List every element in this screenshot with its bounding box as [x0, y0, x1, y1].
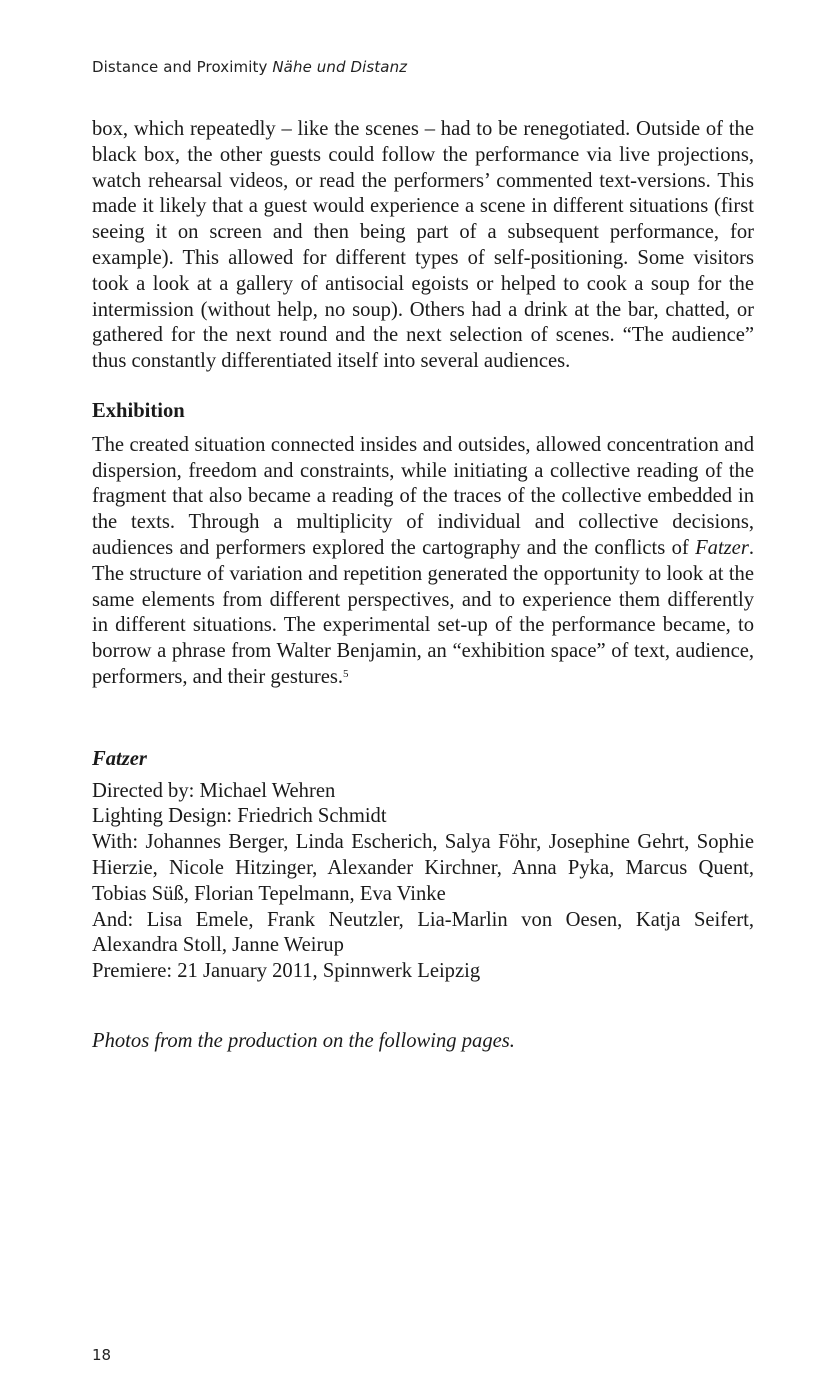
page-body [92, 117, 754, 1055]
running-head [92, 58, 407, 76]
work-title-fatzer: Fatzer [695, 536, 749, 559]
footnote-marker: 5 [343, 667, 349, 680]
credits-title: Fatzer [92, 747, 147, 770]
body-paragraph-1: box, which repeatedly – like the scenes – had to be renegotiated. Outside of the black box, the other guests could follow the performance via live projections, watch rehearsal videos, or read the performers’ commented text-versions. This made it likely that a guest would experience a scene in different situations (first seeing it on screen and then being part of a subsequent performance, for example). This allowed for different types of self-positioning. Some visitors took a look at a gallery of antisocial egoists or helped to cook a soup for the intermission (without help, no soup). Others had a drink at the bar, chatted, or gathered for the next round and the next selection of scenes. “The audience” thus constantly differentiated itself into several audiences. [92, 118, 754, 373]
photos-note: Photos from the production on the following pages. [92, 1029, 515, 1052]
credit-lighting-design: Lighting Design: Friedrich Schmidt [92, 805, 387, 828]
paragraph-2-text-end: . The structure of variation and repetition generated the opportunity to look at the same elements from different perspectives, and to experience them differently in different situations. The experimental set-up of the performance became, to borrow a phrase from Walter Benjamin, an “exhibition space” of text, audience, performers, and their gestures. [92, 536, 754, 688]
running-head-english: Distance and Proximity [92, 58, 268, 76]
credit-cast-with: With: Johannes Berger, Linda Escherich, Salya Föhr, Josephine Gehrt, Sophie Hierzie, Nicole Hitzinger, Alexander Kirchner, Anna Pyka, Marcus Quent, Tobias Süß, Florian Tepelmann, Eva Vinke [92, 831, 754, 905]
body-paragraph-2 [92, 433, 754, 691]
section-heading-exhibition: Exhibition [92, 399, 185, 422]
running-head-german: Nähe und Distanz [272, 58, 408, 76]
credit-cast-and: And: Lisa Emele, Frank Neutzler, Lia-Marlin von Oesen, Katja Seifert, Alexandra Stoll, Janne Weirup [92, 908, 754, 957]
paragraph-2-text-start: The created situation connected insides and outsides, allowed concentration and dispersion, freedom and constraints, while initiating a collective reading of the fragment that also became a reading of the traces of the collective embedded in the texts. Through a multiplicity of individual and collective decisions, audiences and performers explored the cartography and the conflicts of [92, 433, 754, 559]
credit-premiere: Premiere: 21 January 2011, Spinnwerk Leipzig [92, 960, 481, 983]
page-number: 18 [92, 1346, 112, 1364]
credit-directed-by: Directed by: Michael Wehren [92, 779, 336, 802]
